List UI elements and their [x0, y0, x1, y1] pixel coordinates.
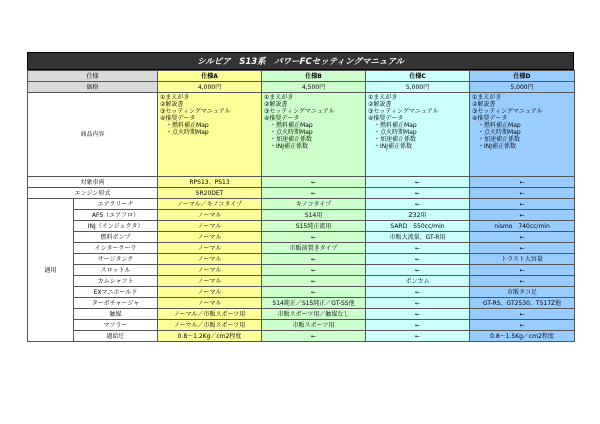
part-value: ノーマル — [158, 254, 262, 265]
applicable-label: 適用 — [28, 199, 74, 342]
contents-item: ・点火時期Map — [374, 129, 417, 136]
part-value: ノーマル — [158, 265, 262, 276]
part-value: ← — [366, 320, 470, 331]
vehicle-d: ← — [470, 177, 575, 188]
contents-item: ・燃料補正Map — [478, 122, 521, 129]
part-value: ← — [366, 287, 470, 298]
part-value: ← — [262, 331, 366, 342]
contents-item: ・燃料補正Map — [270, 122, 313, 129]
part-value: 0.8～1.5Kg／cm2程度 — [470, 331, 575, 342]
contents-item: ・燃料補正Map — [374, 122, 417, 129]
engine-label: エンジン形式 — [28, 188, 158, 199]
part-value: ← — [366, 254, 470, 265]
contents-item: ③セッティングマニュアル — [368, 108, 439, 115]
price-b: 4,500円 — [262, 82, 366, 93]
part-value: Z32用 — [366, 210, 470, 221]
applicable-row — [28, 243, 575, 254]
contents-item: ①まえがき — [368, 94, 398, 101]
part-value: トラスト大容量 — [470, 254, 575, 265]
part-value: 市販スポーツ用／触媒なし — [262, 309, 366, 320]
part-value: ポンカム — [366, 276, 470, 287]
contents-d — [470, 93, 575, 177]
part-value: ← — [366, 265, 470, 276]
contents-item: ①まえがき — [264, 94, 294, 101]
applicable-row — [28, 232, 575, 243]
part-value: ← — [470, 210, 575, 221]
contents-item: ③セッティングマニュアル — [472, 108, 543, 115]
contents-item: ④推奨データ — [472, 115, 508, 122]
part-value: 市販スポーツ用 — [262, 320, 366, 331]
contents-item: ・加速補正係数 — [270, 136, 313, 143]
part-value: S14用 — [262, 210, 366, 221]
part-value: 0.8～1.2Kg／cm2程度 — [158, 331, 262, 342]
part-value: 市販タコ足 — [470, 287, 575, 298]
part-value: ノーマル — [158, 298, 262, 309]
part-value: 市販前置きタイプ — [262, 243, 366, 254]
manual-sheet — [27, 52, 574, 342]
contents-item: ・INJ補正係数 — [478, 143, 517, 150]
part-value: ← — [262, 232, 366, 243]
part-value: ← — [262, 276, 366, 287]
part-label: 触媒 — [74, 309, 158, 320]
applicable-row — [28, 309, 575, 320]
part-value: ← — [470, 199, 575, 210]
part-label: エアクリーナ — [74, 199, 158, 210]
part-value: 市販大流量、GT-R用 — [366, 232, 470, 243]
contents-label: 商品内容 — [28, 93, 158, 177]
contents-item: ・加速補正係数 — [374, 136, 417, 143]
contents-item: ④推奨データ — [368, 115, 404, 122]
engine-b: ← — [262, 188, 366, 199]
part-value: ノーマル — [158, 276, 262, 287]
engine-c: ← — [366, 188, 470, 199]
applicable-row — [28, 287, 575, 298]
contents-item: ④推奨データ — [264, 115, 300, 122]
contents-item: ・燃料補正Map — [166, 122, 209, 129]
part-value: ノーマル — [158, 232, 262, 243]
applicable-row — [28, 331, 575, 342]
part-value: ノーマル／キノコタイプ — [158, 199, 262, 210]
part-value: ← — [470, 243, 575, 254]
vehicle-label: 対象車両 — [28, 177, 158, 188]
part-value: ← — [366, 309, 470, 320]
applicable-row — [28, 221, 575, 232]
spec-label: 仕様 — [28, 71, 158, 82]
sheet-title: シルビア S13系 パワーFCセッティングマニュアル — [27, 52, 574, 70]
contents-b — [262, 93, 366, 177]
spec-row — [28, 71, 575, 82]
part-label: インタークーラ — [74, 243, 158, 254]
contents-item: ④推奨データ — [160, 115, 196, 122]
applicable-row — [28, 276, 575, 287]
part-value: ← — [470, 320, 575, 331]
part-value: キノコタイプ — [262, 199, 366, 210]
part-label: ターボチャージャ — [74, 298, 158, 309]
contents-item: ・点火時期Map — [166, 129, 209, 136]
part-value: ノーマル — [158, 221, 262, 232]
engine-a: SR20DET — [158, 188, 262, 199]
contents-item: ③セッティングマニュアル — [264, 108, 335, 115]
contents-item: ②解説書 — [160, 101, 184, 108]
price-label: 価格 — [28, 82, 158, 93]
contents-item: ・点火時期Map — [478, 129, 521, 136]
part-value: ノーマル／市販スポーツ用 — [158, 320, 262, 331]
part-label: マフラー — [74, 320, 158, 331]
applicable-row — [28, 199, 575, 210]
price-a: 4,000円 — [158, 82, 262, 93]
price-d: 5,000円 — [470, 82, 575, 93]
contents-item: ②解説書 — [264, 101, 288, 108]
part-value: ← — [262, 254, 366, 265]
vehicle-row — [28, 177, 575, 188]
part-label: AFS（エアフロ） — [74, 210, 158, 221]
contents-row — [28, 93, 575, 177]
part-value: ← — [366, 298, 470, 309]
contents-item: ①まえがき — [472, 94, 502, 101]
spec-table — [27, 70, 575, 342]
part-label: カムシャフト — [74, 276, 158, 287]
price-c: 5,000円 — [366, 82, 470, 93]
applicable-row — [28, 265, 575, 276]
applicable-row — [28, 298, 575, 309]
part-value: ← — [470, 265, 575, 276]
part-value: nismo 740cc/min — [470, 221, 575, 232]
price-row — [28, 82, 575, 93]
part-value: ノーマル／市販スポーツ用 — [158, 309, 262, 320]
part-value: ← — [470, 309, 575, 320]
contents-a — [158, 93, 262, 177]
part-label: サージタンク — [74, 254, 158, 265]
contents-item: ②解説書 — [472, 101, 496, 108]
part-label: 燃料ポンプ — [74, 232, 158, 243]
contents-item: ・加速補正係数 — [478, 136, 521, 143]
part-value: SARD 550cc/min — [366, 221, 470, 232]
contents-item: ③セッティングマニュアル — [160, 108, 231, 115]
applicable-row — [28, 254, 575, 265]
contents-item: ②解説書 — [368, 101, 392, 108]
applicable-row — [28, 210, 575, 221]
vehicle-c: ← — [366, 177, 470, 188]
spec-a: 仕様A — [158, 71, 262, 82]
vehicle-b: ← — [262, 177, 366, 188]
part-label: EXマニホールド — [74, 287, 158, 298]
part-value: ← — [470, 232, 575, 243]
spec-c: 仕様C — [366, 71, 470, 82]
part-value: ノーマル — [158, 243, 262, 254]
part-value: GT-RS、GT2530、T517Z他 — [470, 298, 575, 309]
contents-item: ・INJ補正係数 — [270, 143, 309, 150]
part-value: ← — [262, 265, 366, 276]
part-value: S15純正流用 — [262, 221, 366, 232]
applicable-row — [28, 320, 575, 331]
vehicle-a: RPS13、PS13 — [158, 177, 262, 188]
part-value: ← — [262, 287, 366, 298]
part-value: ノーマル — [158, 210, 262, 221]
part-value: ← — [366, 199, 470, 210]
part-value: ← — [470, 276, 575, 287]
part-label: スロットル — [74, 265, 158, 276]
engine-row — [28, 188, 575, 199]
engine-d: ← — [470, 188, 575, 199]
contents-item: ・点火時期Map — [270, 129, 313, 136]
contents-c — [366, 93, 470, 177]
part-value: S14純正／S15純正／GT-SS他 — [262, 298, 366, 309]
part-value: ← — [366, 331, 470, 342]
part-value: ノーマル — [158, 287, 262, 298]
part-value: ← — [366, 243, 470, 254]
part-label: 過給圧 — [74, 331, 158, 342]
part-label: INJ（インジェクタ） — [74, 221, 158, 232]
contents-item: ・INJ補正係数 — [374, 143, 413, 150]
contents-item: ①まえがき — [160, 94, 190, 101]
spec-b: 仕様B — [262, 71, 366, 82]
spec-d: 仕様D — [470, 71, 575, 82]
